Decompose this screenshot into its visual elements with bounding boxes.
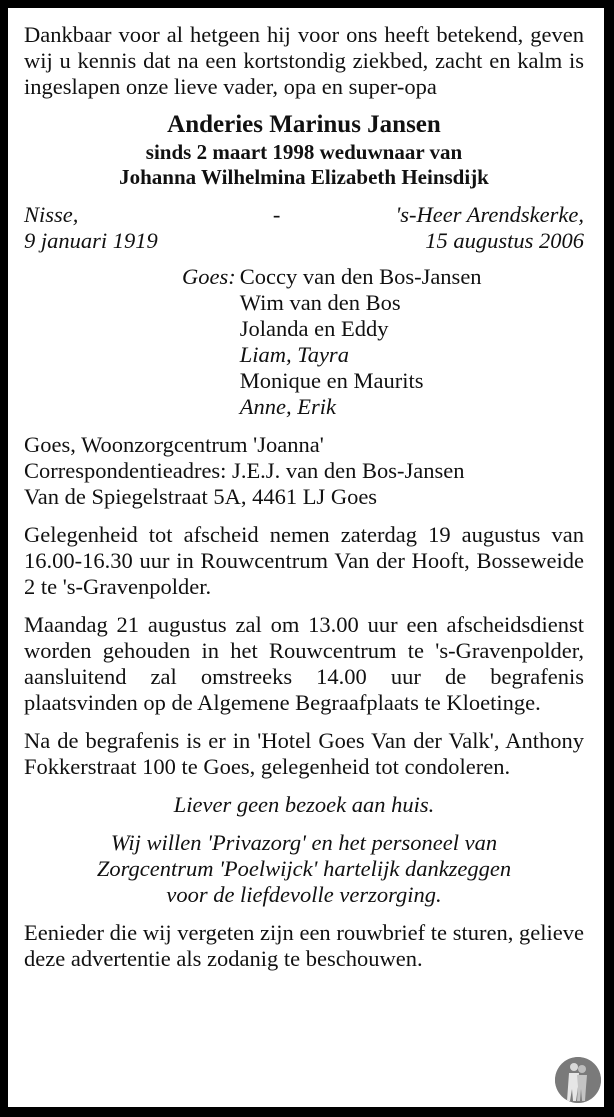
birth-death-block [24,202,584,254]
thanks-line: Wij willen 'Privazorg' en het personeel van [110,830,498,855]
birth-info [24,202,158,254]
no-visit-note: Liever geen bezoek aan huis. [173,792,435,817]
death-place: 's-Heer Arendskerke, [395,202,584,227]
address-line: Correspondentieadres: J.E.J. van den Bos-Jansen [24,458,465,483]
death-info [395,202,584,254]
thanks-line: voor de liefdevolle verzorging. [166,882,442,907]
condolence-text: Na de begrafenis is er in 'Hotel Goes Van der Valk', Anthony Fokkerstraat 100 te Goes, gelegenheid tot condoleren. [24,728,584,779]
family-member: Jolanda en Eddy [239,316,389,341]
birth-place: Nisse, [24,202,79,227]
family-member: Monique en Maurits [239,368,424,393]
family-city: Goes: [182,264,236,289]
family-member: Wim van den Bos [239,290,401,315]
obituary-content [24,22,584,972]
separator [273,202,281,254]
family-list [24,264,584,420]
widower-line: sinds 2 maart 1998 weduwnaar van [145,140,463,164]
thanks-block [24,830,584,908]
viewing-text: Gelegenheid tot afscheid nemen zaterdag 19 augustus van 16.00-16.30 uur in Rouwcentrum Van der Hooft, Bosseweide 2 te 's-Gravenpolder. [24,522,584,599]
family-members [240,264,482,420]
spouse-name: Johanna Wilhelmina Elizabeth Heinsdijk [119,165,489,189]
address-line: Van de Spiegelstraat 5A, 4461 LJ Goes [24,484,378,509]
address-line: Goes, Woonzorgcentrum 'Joanna' [24,432,324,457]
death-date: 15 augustus 2006 [425,228,584,253]
family-member: Coccy van den Bos-Jansen [239,264,482,289]
intro-text: Dankbaar voor al hetgeen hij voor ons heeft betekend, geven wij u kennis dat na een kortstondig ziekbed, zacht en kalm is ingeslapen onze lieve vader, opa en super-opa [24,22,584,99]
deceased-name: Anderies Marinus Jansen [167,111,441,138]
thanks-line: Zorgcentrum 'Poelwijck' hartelijk dankzeggen [96,856,512,881]
closing-text: Eenieder die wij vergeten zijn een rouwbrief te sturen, gelieve deze advertentie als zodanig te beschouwen. [24,920,584,971]
separator-dash: - [272,202,281,227]
address-block [24,432,584,510]
birth-date: 9 januari 1919 [24,228,158,253]
family-member: Anne, Erik [239,394,336,419]
service-text: Maandag 21 augustus zal om 13.00 uur een afscheidsdienst worden gehouden in het Rouwcentrum te 's-Gravenpolder, aansluitend zal omstreeks 14.00 uur de begrafenis plaatsvinden op de Algemene Begraafplaats te Kloetinge. [24,612,584,715]
family-member: Liam, Tayra [239,342,349,367]
embracing-figures-icon [555,1057,601,1103]
